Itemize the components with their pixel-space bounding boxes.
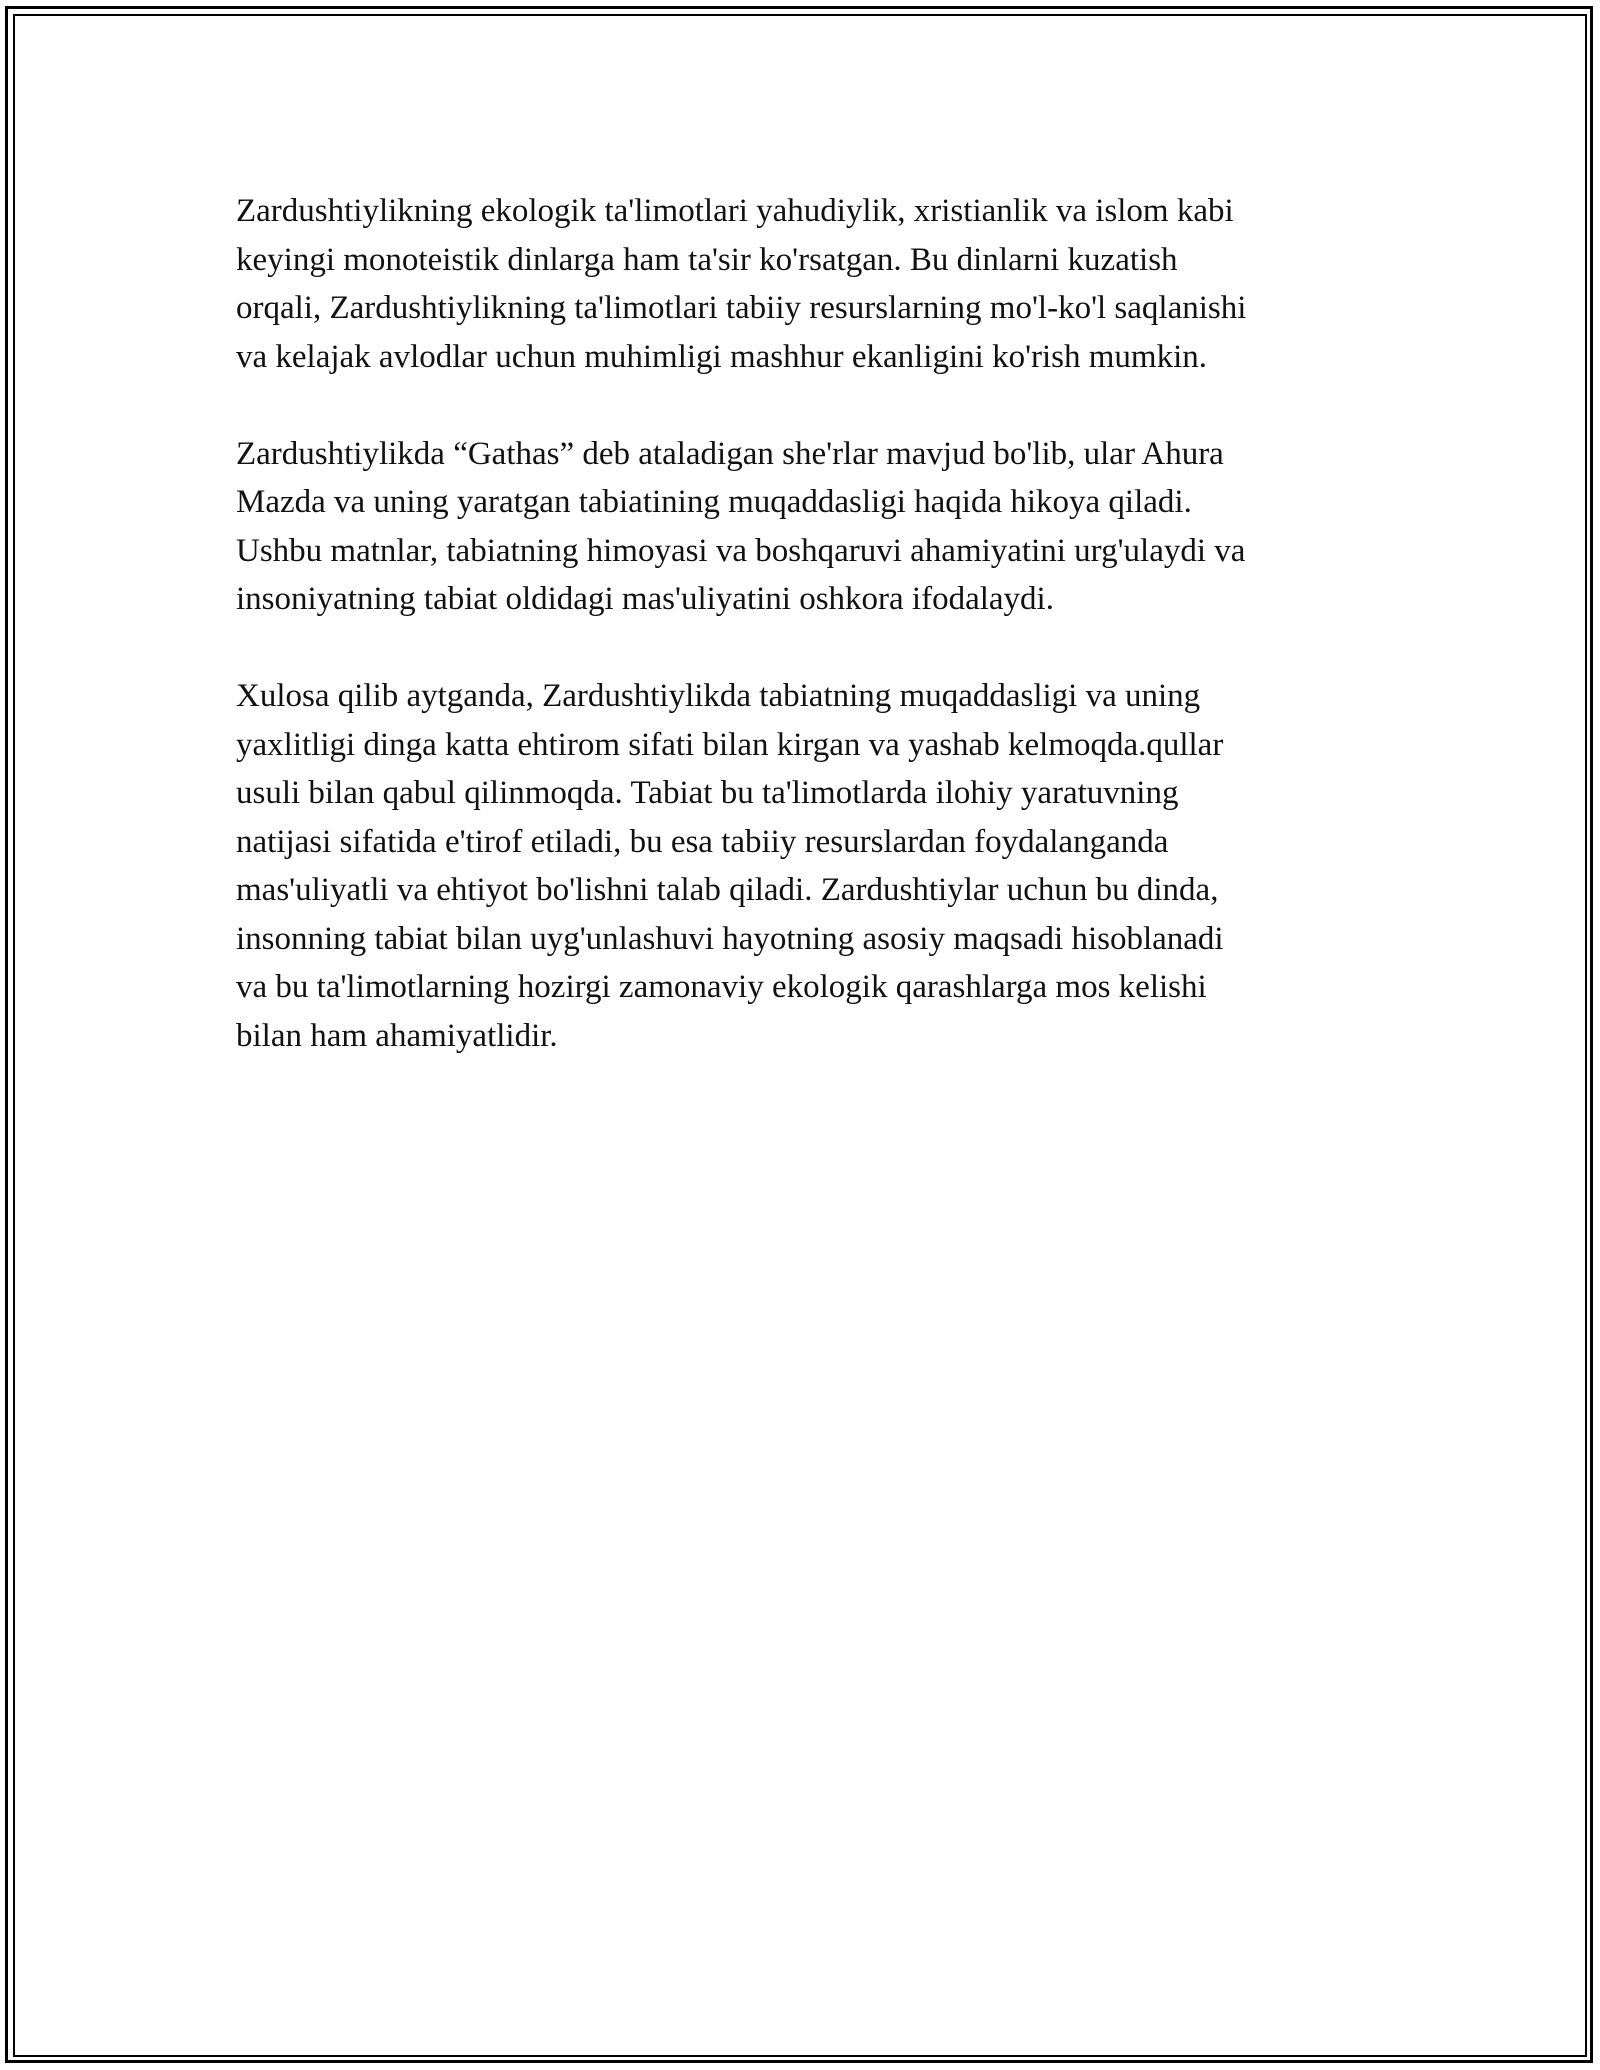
paragraph-1: Zardushtiylikning ekologik ta'limotlari yahudiylik, xristianlik va islom kabi keyingi monoteistik dinlarga ham ta'sir ko'rsatgan. Bu dinlarni kuzatish orqali, Zardushtiylikning ta'limotlari tabiiy resurslarning mo'l-ko'l saqlanishi va kelajak avlodlar uchun muhimligi mashhur ekanligini ko'rish mumkin. [236, 193, 1247, 375]
paragraph-2: Zardushtiylikda “Gathas” deb ataladigan she'rlar mavjud bo'lib, ular Ahura Mazda va uning yaratgan tabiatining muqaddasligi haqida hikoya qiladi. Ushbu matnlar, tabiatning himoyasi va boshqaruvi ahamiyatini urg'ulaydi va insoniyatning tabiat oldidagi mas'uliyatini oshkora ifodalaydi. [236, 435, 1246, 617]
document-body [236, 187, 1376, 1060]
paragraph-3: Xulosa qilib aytganda, Zardushtiylikda tabiatning muqaddasligi va uning yaxlitligi dinga katta ehtirom sifati bilan kirgan va yashab kelmoqda.qullar usuli bilan qabul qilinmoqda. Tabiat bu ta'limotlarda ilohiy yaratuvning natijasi sifatida e'tirof etiladi, bu esa tabiiy resurslardan foydalanganda mas'uliyatli va ehtiyot bo'lishni talab qiladi. Zardushtiylar uchun bu dinda, insonning tabiat bilan uyg'unlashuvi hayotning asosiy maqsadi hisoblanadi va bu ta'limotlarning hozirgi zamonaviy ekologik qarashlarga mos kelishi bilan ham ahamiyatlidir. [236, 678, 1224, 1054]
